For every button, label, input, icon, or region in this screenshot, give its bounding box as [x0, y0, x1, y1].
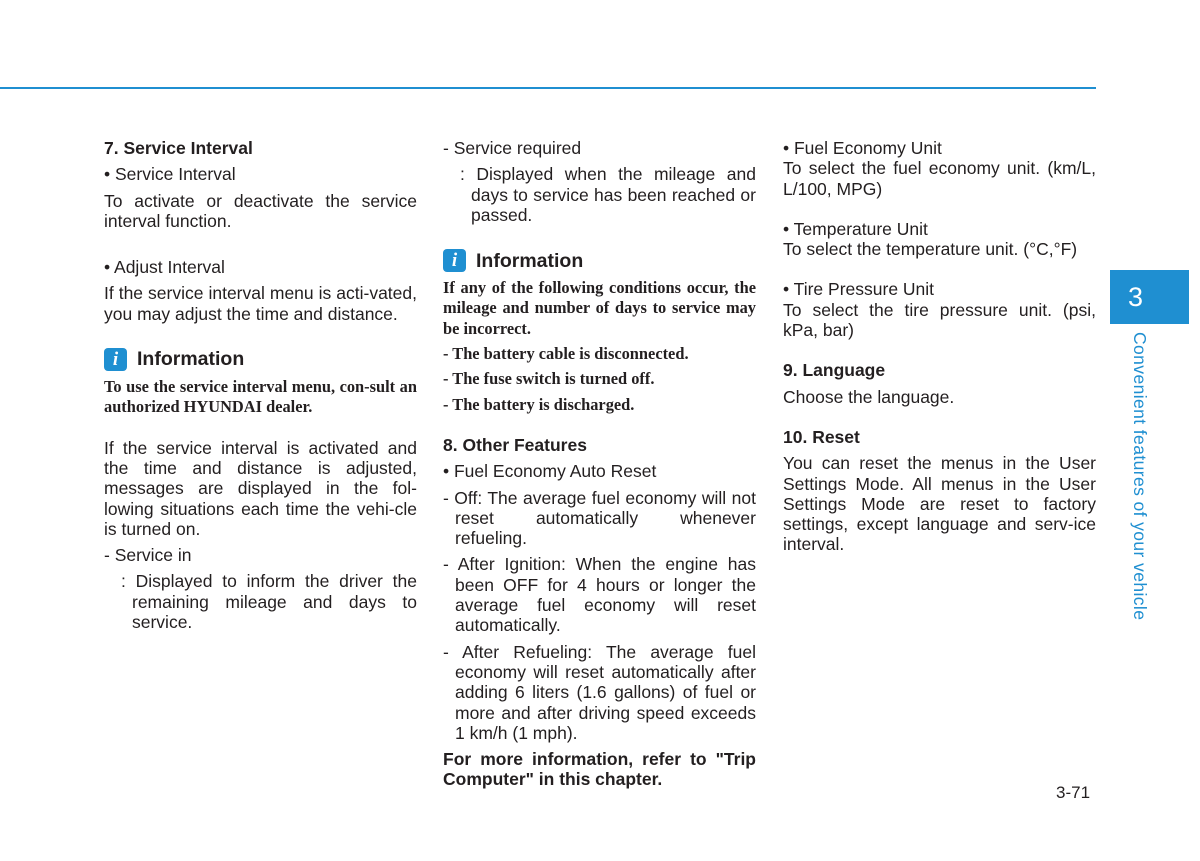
dash-item-off: - Off: The average fuel economy will not reset automatically whenever refueling. — [443, 487, 756, 549]
chapter-number: 3 — [1128, 282, 1144, 312]
colon-item-service-in: : Displayed to inform the driver the remaining mileage and days to service. — [121, 571, 417, 633]
info-list-item: - The fuse switch is turned off. — [443, 369, 655, 389]
bullet-fuel-economy-auto-reset: • Fuel Economy Auto Reset — [443, 461, 657, 482]
bullet-temperature-unit: • Temperature Unit — [783, 218, 928, 239]
chapter-tab — [1110, 270, 1189, 324]
dash-item-service-in: - Service in — [104, 545, 192, 566]
info-box-header — [443, 249, 756, 272]
info-list-item: - The battery is discharged. — [443, 394, 635, 414]
note-trip-computer: For more information, refer to "Trip Computer" in this chapter. — [443, 749, 756, 790]
paragraph-messages: If the service interval is activated and the time and distance is adjusted, messages are displayed in the fol-lowing situations each time the vehi-cle is turned on. — [104, 437, 417, 539]
dash-item-service-required: - Service required — [443, 138, 582, 158]
info-icon: i — [104, 348, 127, 371]
paragraph-language: Choose the language. — [783, 386, 955, 407]
column-middle — [443, 138, 756, 790]
info-title: Information — [476, 249, 584, 272]
bullet-service-interval: • Service Interval — [104, 164, 236, 185]
page-number: 3-71 — [1056, 783, 1091, 802]
bullet-adjust-interval: • Adjust Interval — [104, 257, 225, 278]
info-title: Information — [137, 348, 245, 371]
info-list-item: - The battery cable is disconnected. — [443, 344, 689, 364]
paragraph-temperature-unit: To select the temperature unit. (°C,°F) — [783, 239, 1078, 260]
section-heading-other-features: 8. Other Features — [443, 434, 587, 455]
paragraph-activate: To activate or deactivate the service interval function. — [104, 190, 417, 231]
paragraph-adjust: If the service interval menu is acti-vated, you may adjust the time and distance. — [104, 283, 417, 324]
dash-item-after-ignition: - After Ignition: When the engine has been OFF for 4 hours or longer the average fuel economy will reset automatically. — [443, 554, 756, 636]
info-icon: i — [443, 249, 466, 272]
bullet-fuel-economy-unit: • Fuel Economy Unit — [783, 138, 942, 158]
header-rule — [0, 87, 1096, 89]
paragraph-reset: You can reset the menus in the User Settings Mode. All menus in the User Settings Mode are reset to factory settings, except language and serv-ice interval. — [783, 453, 1096, 555]
info-text: If any of the following conditions occur, the mileage and number of days to service may be incorrect. — [443, 278, 756, 338]
dash-item-after-refueling: - After Refueling: The average fuel economy will reset automatically after adding 6 liters (1.6 gallons) of fuel or more and after driving speed exceeds 1 km/h (1 mph). — [443, 641, 756, 743]
column-right — [783, 138, 1096, 555]
info-box-header — [104, 348, 417, 371]
section-heading-reset: 10. Reset — [783, 426, 860, 447]
info-text: To use the service interval menu, con-sult an authorized HYUNDAI dealer. — [104, 377, 417, 417]
chapter-title: Convenient features of your vehicle — [1130, 332, 1150, 621]
paragraph-tire-pressure-unit: To select the tire pressure unit. (psi, kPa, bar) — [783, 299, 1096, 341]
colon-item-service-required: : Displayed when the mileage and days to service has been reached or passed. — [460, 164, 756, 225]
paragraph-fuel-economy-unit: To select the fuel economy unit. (km/L, L/100, MPG) — [783, 158, 1096, 199]
bullet-tire-pressure-unit: • Tire Pressure Unit — [783, 279, 935, 300]
column-left — [104, 138, 417, 632]
section-heading-language: 9. Language — [783, 360, 886, 381]
section-heading-service-interval: 7. Service Interval — [104, 138, 253, 158]
